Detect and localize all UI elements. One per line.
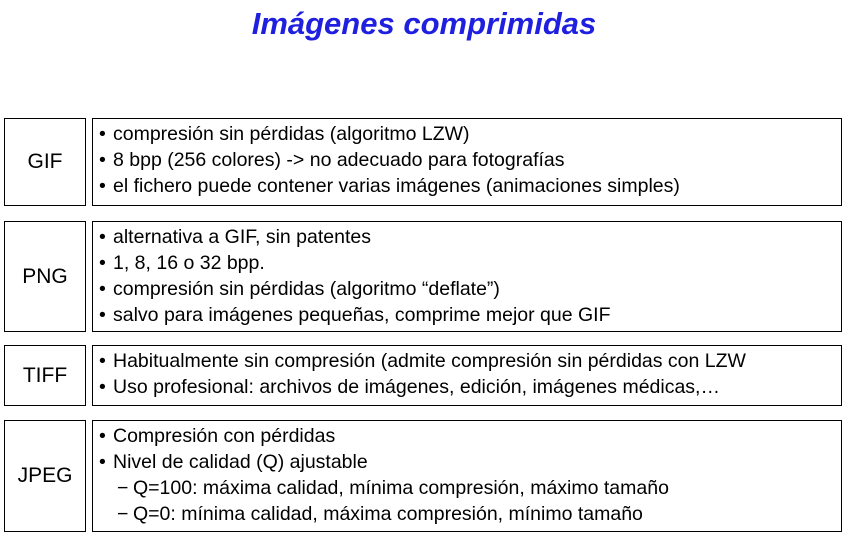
list-item-text: Q=0: mínima calidad, máxima compresión, mínimo tamaño [133, 503, 643, 525]
format-description [92, 118, 842, 206]
list-item-text: 8 bpp (256 colores) -> no adecuado para fotografías [113, 149, 565, 171]
list-item [99, 374, 841, 400]
bullet-icon: • [99, 226, 106, 248]
page-title: Imágenes comprimidas [251, 6, 597, 41]
list-item-text: compresión sin pérdidas (algoritmo “deflate”) [113, 278, 500, 300]
bullet-icon: • [99, 123, 106, 145]
bullet-icon: • [99, 350, 106, 372]
list-item-text: Nivel de calidad (Q) ajustable [113, 451, 368, 473]
list-item-text: Compresión con pérdidas [113, 425, 336, 447]
format-label: JPEG [4, 420, 86, 532]
list-item [99, 423, 841, 449]
list-item-text: el fichero puede contener varias imágenes (animaciones simples) [113, 175, 680, 197]
list-item [99, 449, 841, 475]
sub-list-item [99, 501, 841, 527]
dash-icon: − [117, 503, 129, 525]
format-label: PNG [4, 221, 86, 332]
bullet-icon: • [99, 175, 106, 197]
list-item [99, 302, 841, 328]
format-row-gif [4, 118, 842, 206]
bullet-icon: • [99, 278, 106, 300]
format-description [92, 345, 842, 406]
list-item-text: Habitualmente sin compresión (admite compresión sin pérdidas con LZW [113, 350, 746, 372]
list-item-text: Uso profesional: archivos de imágenes, edición, imágenes médicas,… [113, 376, 720, 398]
format-row-tiff [4, 345, 842, 406]
list-item-text: 1, 8, 16 o 32 bpp. [113, 252, 265, 274]
list-item-text: compresión sin pérdidas (algoritmo LZW) [113, 123, 470, 145]
list-item [99, 250, 841, 276]
list-item-text: alternativa a GIF, sin patentes [113, 226, 371, 248]
list-item [99, 147, 841, 173]
format-row-png [4, 221, 842, 332]
format-label: GIF [4, 118, 86, 206]
bullet-icon: • [99, 304, 106, 326]
format-description [92, 221, 842, 332]
bullet-icon: • [99, 376, 106, 398]
format-row-jpeg [4, 420, 842, 532]
bullet-icon: • [99, 425, 106, 447]
bullet-icon: • [99, 252, 106, 274]
list-item-text: Q=100: máxima calidad, mínima compresión, máximo tamaño [133, 477, 669, 499]
format-label: TIFF [4, 345, 86, 406]
format-description [92, 420, 842, 532]
list-item [99, 173, 841, 199]
sub-list-item [99, 475, 841, 501]
list-item [99, 121, 841, 147]
dash-icon: − [117, 477, 129, 499]
list-item [99, 276, 841, 302]
list-item [99, 348, 841, 374]
bullet-icon: • [99, 451, 106, 473]
list-item [99, 224, 841, 250]
bullet-icon: • [99, 149, 106, 171]
list-item-text: salvo para imágenes pequeñas, comprime mejor que GIF [113, 304, 611, 326]
